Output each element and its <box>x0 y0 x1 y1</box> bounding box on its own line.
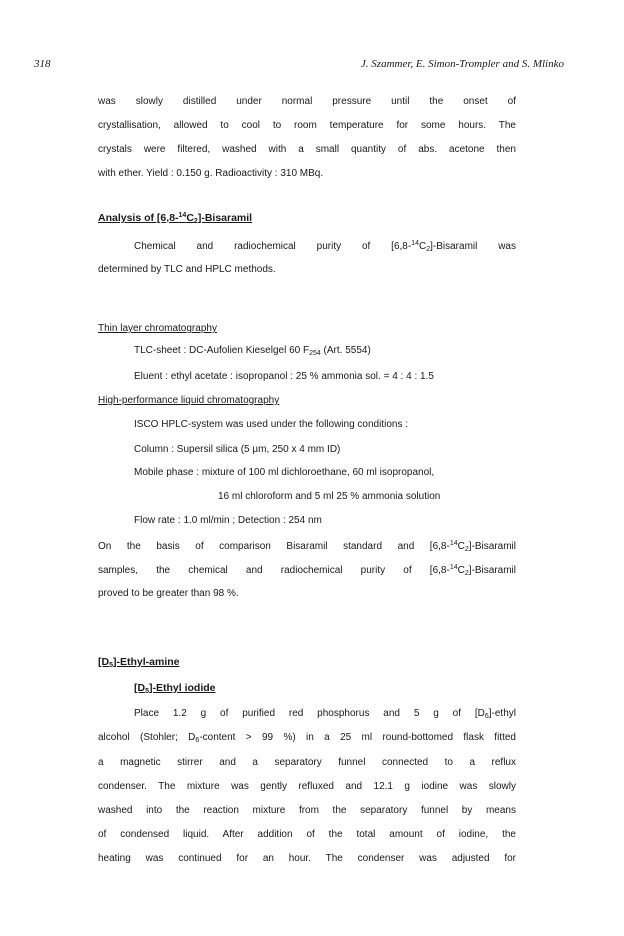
ethylamine-heading: $[D_5]-Ethyl$-amine <box>98 656 180 669</box>
analysis-heading: Analysis of $[6,8-^{14}C_2]$-Bisaramil <box>98 212 253 225</box>
ethyl-para-line-3: a magnetic stirrer and a separatory funnel connected to a reflux <box>98 757 516 768</box>
ethyl-para-line-2: alcohol (Stohler; $D_6$-content > 99 %) in a 25 ml round-bottomed flask fitted <box>98 732 516 744</box>
hplc-subhead: High-performance liquid chromatography <box>98 395 280 406</box>
ethyl-para-line-6: of condensed liquid. After addition of the total amount of iodine, the <box>98 829 516 840</box>
page-number: 318 <box>34 58 51 70</box>
tlc-sheet: TLC-sheet : DC-Aufolien Kieselgel 60 $F_{254}$ (Art. 5554) <box>134 345 371 357</box>
para1-line-3: crystals were filtered, washed with a small quantity of abs. acetone then <box>98 144 516 155</box>
tlc-subhead: Thin layer chromatography <box>98 323 217 334</box>
ethyl-iodide-heading: $[D_5]$-Ethyl iodide <box>134 682 216 695</box>
ethyl-para-line-4: condenser. The mixture was gently refluxed and 12.1 g iodine was slowly <box>98 781 516 792</box>
ethyl-para-line-5: washed into the reaction mixture from the separatory funnel by means <box>98 805 516 816</box>
page-header <box>0 58 624 74</box>
result-line-2: samples, the chemical and radiochemical purity of $[6,8-^{14}C_2]$-Bisaramil <box>98 564 516 577</box>
hplc-column: Column : Supersil silica (5 µm, 250 x 4 mm ID) <box>134 444 341 455</box>
para1-line-4: with ether. Yield : 0.150 g. Radioactivity : 310 MBq. <box>98 168 324 179</box>
hplc-mobile-phase: Mobile phase : mixture of 100 ml dichloroethane, 60 ml isopropanol, <box>134 467 435 478</box>
hplc-mobile-phase-cont: 16 ml chloroform and 5 ml 25 % ammonia solution <box>218 491 441 502</box>
result-line-1: On the basis of comparison Bisaramil standard and $[6,8-^{14}C_2]$-Bisaramil <box>98 540 516 553</box>
hplc-system: ISCO HPLC-system was used under the following conditions : <box>134 419 409 430</box>
running-head: J. Szammer, E. Simon-Trompler and S. Mlinko <box>360 58 564 70</box>
tlc-eluent: Eluent : ethyl acetate : isopropanol : 25 % ammonia sol. = 4 : 4 : 1.5 <box>134 371 434 382</box>
result-line-3: proved to be greater than 98 %. <box>98 588 239 599</box>
para1-line-1: was slowly distilled under normal pressure until the onset of <box>98 96 516 107</box>
analysis-para-line-2: determined by TLC and HPLC methods. <box>98 264 276 275</box>
ethyl-para-line-1: Place 1.2 g of purified red phosphorus and 5 g of $[D_6]$-ethyl <box>134 708 516 720</box>
hplc-flow-rate: Flow rate : 1.0 ml/min ; Detection : 254 nm <box>134 515 322 526</box>
para1-line-2: crystallisation, allowed to cool to room temperature for some hours. The <box>98 120 516 131</box>
ethyl-para-line-7: heating was continued for an hour. The condenser was adjusted for <box>98 853 516 864</box>
analysis-para-line-1: Chemical and radiochemical purity of $[6,8-^{14}C_2]$-Bisaramil was <box>134 240 516 253</box>
